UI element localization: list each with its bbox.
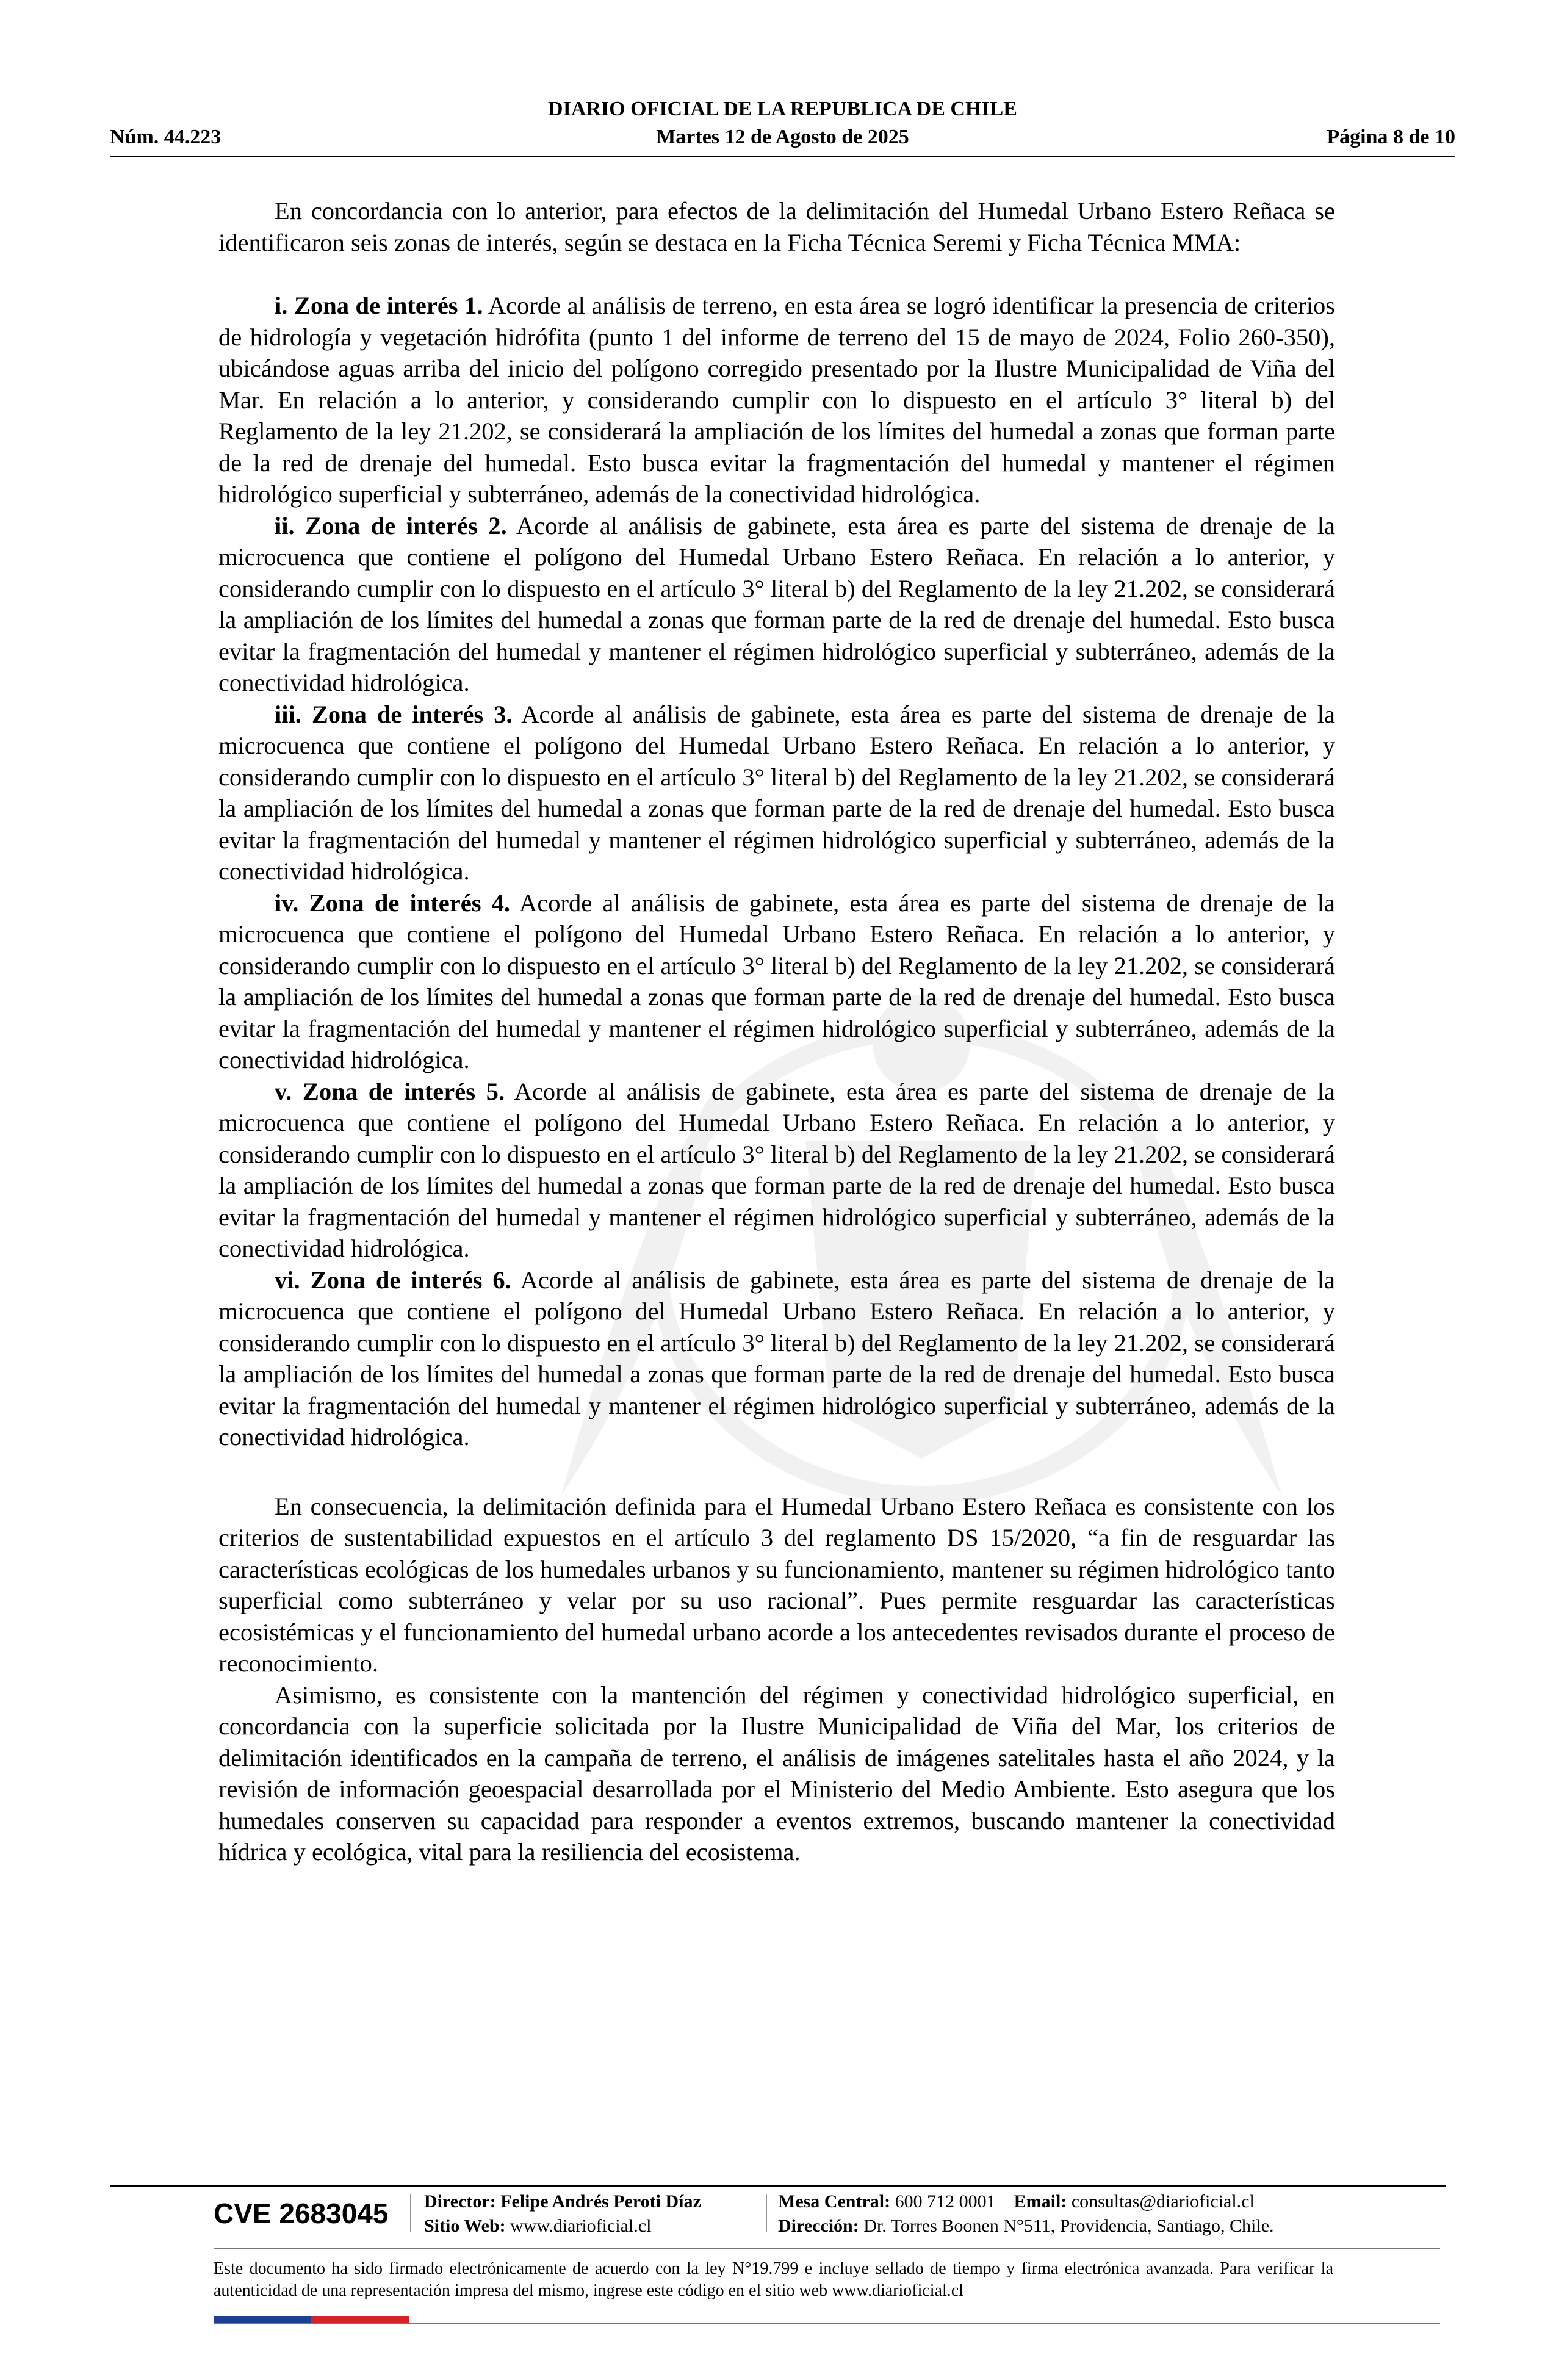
phone-label: Mesa Central: [778, 2191, 891, 2212]
zone-6-text: Acorde al análisis de gabinete, esta área es parte del sistema de drenaje de la microcuenca que contiene el polígono del Humedal Urbano Estero Reñaca. En relación a lo anterior, y considerando cumplir con lo dispuesto en el artículo 3° literal b) del Reglamento de la ley 21.202, se considerará la ampliación de los límites del humedal a zonas que forman parte de la red de drenaje del humedal. Esto busca evitar la fragmentación del humedal y mantener el régimen hidrológico superficial y subterráneo, además de la conectividad hidrológica. [218, 1266, 1335, 1451]
zone-3-paragraph [218, 699, 1335, 887]
zone-2-label: ii. Zona de interés 2. [275, 511, 507, 539]
footer-contact-block [778, 2190, 1274, 2238]
web-link[interactable]: www.diarioficial.cl [510, 2216, 652, 2236]
zone-4-label: iv. Zona de interés 4. [275, 889, 511, 917]
zone-1-paragraph [218, 290, 1335, 510]
publication-title: DIARIO OFICIAL DE LA REPUBLICA DE CHILE [548, 98, 1017, 120]
director-label: Director: [424, 2191, 496, 2212]
flag-color-bar [214, 2316, 409, 2323]
footer-bottom-rule [214, 2323, 1440, 2324]
document-body [218, 195, 1335, 1868]
footer-top-rule [110, 2185, 1446, 2187]
footer-director-block [424, 2190, 701, 2238]
address-label: Dirección: [778, 2216, 859, 2236]
page-number: Página 8 de 10 [1327, 126, 1455, 148]
zone-5-label: v. Zona de interés 5. [275, 1077, 505, 1105]
cve-code: CVE 2683045 [214, 2198, 389, 2229]
director-name: Felipe Andrés Peroti Díaz [500, 2191, 701, 2212]
zone-5-paragraph [218, 1076, 1335, 1264]
page-footer [214, 2190, 1434, 2245]
flag-red-segment [311, 2316, 409, 2323]
web-label: Sitio Web: [424, 2216, 506, 2236]
zone-5-text: Acorde al análisis de gabinete, esta área es parte del sistema de drenaje de la microcuenca que contiene el polígono del Humedal Urbano Estero Reñaca. En relación a lo anterior, y considerando cumplir con lo dispuesto en el artículo 3° literal b) del Reglamento de la ley 21.202, se considerará la ampliación de los límites del humedal a zonas que forman parte de la red de drenaje del humedal. Esto busca evitar la fragmentación del humedal y mantener el régimen hidrológico superficial y subterráneo, además de la conectividad hidrológica. [218, 1077, 1335, 1262]
zone-1-label: i. Zona de interés 1. [275, 292, 483, 319]
footer-mid-rule [214, 2248, 1440, 2249]
zone-6-label: vi. Zona de interés 6. [275, 1266, 511, 1294]
phone-number: 600 712 0001 [895, 2191, 996, 2212]
legal-notice: Este documento ha sido firmado electrónicamente de acuerdo con la ley N°19.799 e incluye sellado de tiempo y firma electrónica avanzada. Para verificar la autenticidad de una representación impresa del mismo, ingrese este código en el sitio web www.diarioficial.cl [214, 2259, 1333, 2300]
zone-4-text: Acorde al análisis de gabinete, esta área es parte del sistema de drenaje de la microcuenca que contiene el polígono del Humedal Urbano Estero Reñaca. En relación a lo anterior, y considerando cumplir con lo dispuesto en el artículo 3° literal b) del Reglamento de la ley 21.202, se considerará la ampliación de los límites del humedal a zonas que forman parte de la red de drenaje del humedal. Esto busca evitar la fragmentación del humedal y mantener el régimen hidrológico superficial y subterráneo, además de la conectividad hidrológica. [218, 889, 1335, 1073]
zone-3-label: iii. Zona de interés 3. [275, 700, 513, 728]
address-text: Dr. Torres Boonen N°511, Providencia, Santiago, Chile. [863, 2216, 1274, 2236]
zone-3-text: Acorde al análisis de gabinete, esta área es parte del sistema de drenaje de la microcuenca que contiene el polígono del Humedal Urbano Estero Reñaca. En relación a lo anterior, y considerando cumplir con lo dispuesto en el artículo 3° literal b) del Reglamento de la ley 21.202, se considerará la ampliación de los límites del humedal a zonas que forman parte de la red de drenaje del humedal. Esto busca evitar la fragmentación del humedal y mantener el régimen hidrológico superficial y subterráneo, además de la conectividad hidrológica. [218, 700, 1335, 885]
email-label: Email: [1014, 2191, 1067, 2212]
zone-4-paragraph [218, 887, 1335, 1076]
publication-date: Martes 12 de Agosto de 2025 [656, 126, 909, 148]
footer-divider [410, 2194, 411, 2232]
flag-blue-segment [214, 2316, 311, 2323]
likewise-paragraph: Asimismo, es consistente con la mantención del régimen y conectividad hidrológico superficial, en concordancia con la superficie solicitada por la Ilustre Municipalidad de Viña del Mar, los criterios de delimitación identificados en la campaña de terreno, el análisis de imágenes satelitales hasta el año 2024, y la revisión de información geoespacial desarrollada por el Ministerio del Medio Ambiente. Esto asegura que los humedales conserven su capacidad para responder a eventos extremos, buscando mantener la conectividad hídrica y ecológica, vital para la resiliencia del ecosistema. [218, 1681, 1335, 1866]
zone-2-paragraph [218, 510, 1335, 699]
issue-number: Núm. 44.223 [110, 126, 222, 148]
footer-divider [766, 2194, 767, 2232]
consequence-paragraph: En consecuencia, la delimitación definida para el Humedal Urbano Estero Reñaca es consistente con los criterios de sustentabilidad expuestos en el artículo 3 del reglamento DS 15/2020, “a fin de resguardar las características ecológicas de los humedales urbanos y su funcionamiento, mantener su régimen hidrológico tanto superficial como subterráneo y velar por su uso racional”. Pues permite resguardar las características ecosistémicas y el funcionamiento del humedal urbano acorde a los antecedentes revisados durante el proceso de reconocimiento. [218, 1492, 1335, 1677]
zone-2-text: Acorde al análisis de gabinete, esta área es parte del sistema de drenaje de la microcuenca que contiene el polígono del Humedal Urbano Estero Reñaca. En relación a lo anterior, y considerando cumplir con lo dispuesto en el artículo 3° literal b) del Reglamento de la ley 21.202, se considerará la ampliación de los límites del humedal a zonas que forman parte de la red de drenaje del humedal. Esto busca evitar la fragmentación del humedal y mantener el régimen hidrológico superficial y subterráneo, además de la conectividad hidrológica. [218, 511, 1335, 696]
intro-paragraph: En concordancia con lo anterior, para efectos de la delimitación del Humedal Urbano Estero Reñaca se identificaron seis zonas de interés, según se destaca en la Ficha Técnica Seremi y Ficha Técnica MMA: [218, 197, 1335, 256]
email-link[interactable]: consultas@diarioficial.cl [1071, 2191, 1255, 2212]
zone-1-text: Acorde al análisis de terreno, en esta área se logró identificar la presencia de criterios de hidrología y vegetación hidrófita (punto 1 del informe de terreno del 15 de mayo de 2024, Folio 260-350), ubicándose aguas arriba del inicio del polígono corregido presentado por la Ilustre Municipalidad de Viña del Mar. En relación a lo anterior, y considerando cumplir con lo dispuesto en el artículo 3° literal b) del Reglamento de la ley 21.202, se considerará la ampliación de los límites del humedal a zonas que forman parte de la red de drenaje del humedal. Esto busca evitar la fragmentación del humedal y mantener el régimen hidrológico superficial y subterráneo, además de la conectividad hidrológica. [218, 292, 1335, 508]
page-header [110, 98, 1455, 157]
zone-6-paragraph [218, 1264, 1335, 1453]
